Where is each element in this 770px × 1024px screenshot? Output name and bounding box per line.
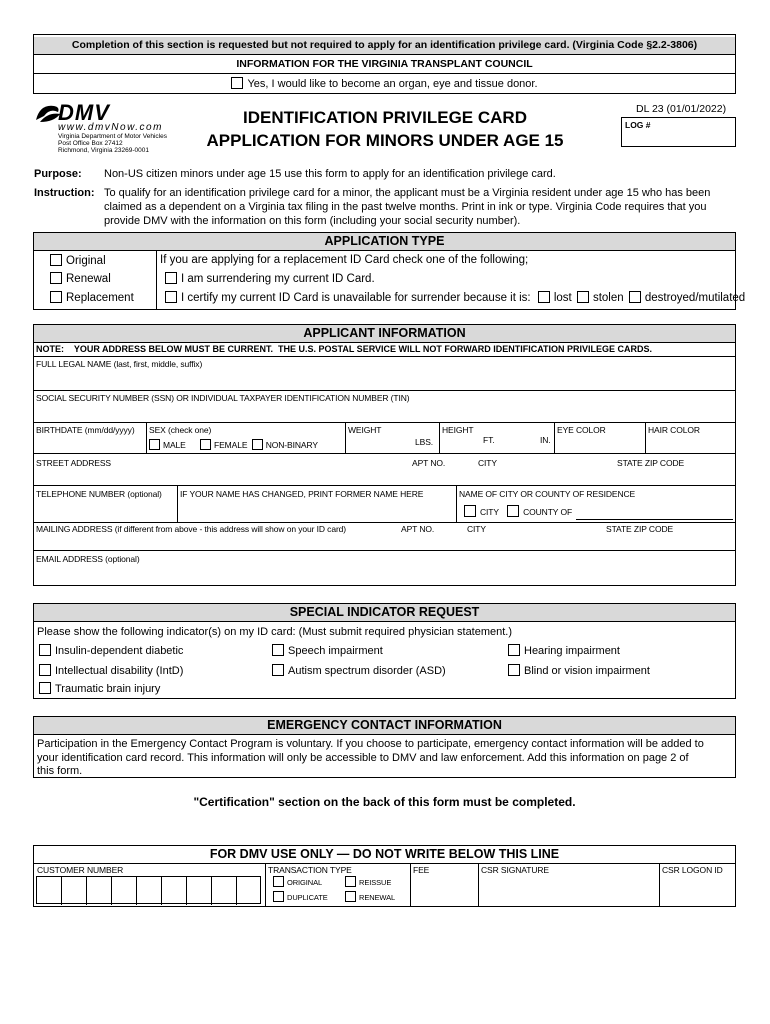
- special-intro: Please show the following indicator(s) on my ID card: (Must submit required physician statement.): [37, 626, 513, 638]
- indicator-hearing[interactable]: [508, 644, 620, 657]
- application-type-section: [33, 232, 746, 310]
- sex-label: SEX (check one): [149, 425, 212, 435]
- form-number: DL 23 (01/01/2022): [636, 103, 727, 115]
- hair-color-label: HAIR COLOR: [648, 425, 700, 435]
- county-checkbox[interactable]: [507, 505, 519, 517]
- destroyed-label: destroyed/mutilated: [644, 292, 746, 304]
- donor-row: [34, 75, 735, 93]
- option-replacement[interactable]: [50, 291, 134, 304]
- in-label: IN.: [540, 435, 551, 445]
- full-name-label: FULL LEGAL NAME (last, first, middle, suffix): [36, 359, 203, 369]
- form-title-1: IDENTIFICATION PRIVILEGE CARD: [243, 108, 527, 127]
- option-renewal[interactable]: [50, 272, 111, 285]
- phone-label: TELEPHONE NUMBER (optional): [36, 489, 162, 499]
- original-checkbox[interactable]: [50, 254, 62, 266]
- certify-checkbox[interactable]: [165, 291, 177, 303]
- instruction-line-2: claimed as a dependent on a Virginia tax filing in the past twelve months. Print in ink or type. Virginia Code requires that you: [104, 201, 707, 213]
- txn-duplicate-label: DUPLICATE: [287, 893, 328, 902]
- application-type-title: APPLICATION TYPE: [33, 232, 736, 251]
- apt-label: APT NO.: [412, 458, 446, 468]
- customer-number-boxes[interactable]: [36, 876, 261, 904]
- txn-renewal-checkbox[interactable]: [345, 891, 356, 902]
- txn-original-label: ORIGINAL: [287, 878, 323, 887]
- autism-label: Autism spectrum disorder (ASD): [288, 665, 446, 677]
- form-title-2: APPLICATION FOR MINORS UNDER AGE 15: [206, 131, 564, 150]
- instruction-label: Instruction:: [34, 187, 95, 199]
- original-label: Original: [66, 255, 106, 267]
- customer-number-label: CUSTOMER NUMBER: [37, 865, 124, 875]
- tbi-label: Traumatic brain injury: [55, 683, 161, 695]
- renewal-label: Renewal: [66, 273, 111, 285]
- option-original[interactable]: [50, 254, 106, 267]
- city-label: CITY: [478, 458, 497, 468]
- hearing-checkbox[interactable]: [508, 644, 520, 656]
- intellectual-checkbox[interactable]: [39, 664, 51, 676]
- txn-reissue: [345, 876, 391, 887]
- nonbinary-label: NON-BINARY: [265, 440, 318, 450]
- replacement-label: Replacement: [66, 292, 134, 304]
- emergency-line-1: Participation in the Emergency Contact Program is voluntary. If you choose to participate, emergency contact information will be added to: [37, 738, 704, 750]
- surrender-option[interactable]: [165, 272, 375, 285]
- indicator-blind[interactable]: [508, 664, 650, 677]
- sex-options: [149, 439, 318, 450]
- stolen-checkbox[interactable]: [577, 291, 589, 303]
- replacement-checkbox[interactable]: [50, 291, 62, 303]
- indicator-intellectual[interactable]: [39, 664, 183, 677]
- transaction-type-label: TRANSACTION TYPE: [268, 865, 352, 875]
- weight-label: WEIGHT: [348, 425, 382, 435]
- txn-original-checkbox[interactable]: [273, 876, 284, 887]
- dmv-brand: DMV: [58, 100, 110, 125]
- destroyed-checkbox[interactable]: [629, 291, 641, 303]
- street-label: STREET ADDRESS: [36, 458, 111, 468]
- ssn-label: SOCIAL SECURITY NUMBER (SSN) OR INDIVIDUAL TAXPAYER IDENTIFICATION NUMBER (TIN): [36, 393, 410, 403]
- txn-renewal: [345, 891, 395, 902]
- dmv-url: www.dmvNow.com: [58, 122, 163, 133]
- replace-prompt: If you are applying for a replacement ID Card check one of the following;: [160, 254, 529, 266]
- log-box[interactable]: [621, 117, 736, 147]
- county-option-label: COUNTY OF: [523, 507, 573, 517]
- autism-checkbox[interactable]: [272, 664, 284, 676]
- dmv-address-2: Post Office Box 27412: [58, 140, 123, 147]
- purpose-label: Purpose:: [34, 168, 82, 180]
- txn-duplicate-checkbox[interactable]: [273, 891, 284, 902]
- emergency-section: [33, 716, 736, 778]
- applicant-section: [33, 324, 736, 586]
- surrender-label: I am surrendering my current ID Card.: [181, 273, 375, 285]
- tbi-checkbox[interactable]: [39, 682, 51, 694]
- special-indicator-title: SPECIAL INDICATOR REQUEST: [33, 603, 736, 622]
- intellectual-label: Intellectual disability (IntD): [55, 665, 184, 677]
- dmv-logo: [34, 102, 184, 154]
- mailing-label: MAILING ADDRESS (if different from above - this address will show on your ID card): [36, 524, 347, 534]
- donor-label: Yes, I would like to become an organ, eye and tissue donor.: [247, 78, 538, 90]
- female-label: FEMALE: [214, 440, 248, 450]
- male-label: MALE: [163, 440, 186, 450]
- city-option-label: CITY: [480, 507, 499, 517]
- renewal-checkbox[interactable]: [50, 272, 62, 284]
- blind-label: Blind or vision impairment: [524, 665, 650, 677]
- lbs-label: LBS.: [415, 437, 434, 447]
- speech-checkbox[interactable]: [272, 644, 284, 656]
- dmv-use-title: FOR DMV USE ONLY — DO NOT WRITE BELOW THIS LINE: [33, 845, 736, 864]
- transplant-section: [33, 34, 736, 94]
- ft-label: FT.: [483, 435, 495, 445]
- email-label: EMAIL ADDRESS (optional): [36, 554, 140, 564]
- txn-reissue-label: REISSUE: [359, 878, 392, 887]
- indicator-diabetic[interactable]: [39, 644, 183, 657]
- state-zip-label: STATE ZIP CODE: [617, 458, 685, 468]
- male-checkbox[interactable]: [149, 439, 160, 450]
- height-label: HEIGHT: [442, 425, 474, 435]
- csr-signature-label: CSR SIGNATURE: [481, 865, 549, 875]
- certify-label: I certify my current ID Card is unavailable for surrender because it is:: [181, 292, 531, 304]
- stolen-label: stolen: [592, 292, 624, 304]
- certify-option[interactable]: [165, 291, 745, 304]
- residence-options: [464, 505, 572, 517]
- former-name-label: IF YOUR NAME HAS CHANGED, PRINT FORMER NAME HERE: [180, 489, 424, 499]
- emergency-line-3: this form.: [37, 765, 83, 777]
- hearing-label: Hearing impairment: [524, 645, 620, 657]
- txn-reissue-checkbox[interactable]: [345, 876, 356, 887]
- mailing-state-zip-label: STATE ZIP CODE: [606, 524, 674, 534]
- eye-color-label: EYE COLOR: [557, 425, 606, 435]
- indicator-speech[interactable]: [272, 644, 383, 657]
- mailing-apt-label: APT NO.: [401, 524, 435, 534]
- fee-label: FEE: [413, 865, 430, 875]
- dmv-address-1: Virginia Department of Motor Vehicles: [58, 133, 167, 140]
- speech-label: Speech impairment: [288, 645, 383, 657]
- txn-original: [273, 876, 322, 887]
- dmv-address-3: Richmond, Virginia 23269-0001: [58, 147, 149, 154]
- txn-duplicate: [273, 891, 328, 902]
- indicator-tbi[interactable]: [39, 682, 160, 695]
- nonbinary-checkbox[interactable]: [252, 439, 263, 450]
- applicant-title: APPLICANT INFORMATION: [33, 324, 736, 343]
- instruction-line-1: To qualify for an identification privilege card for a minor, the applicant must be a Virginia resident under age 15 who has been: [104, 187, 711, 199]
- diabetic-label: Insulin-dependent diabetic: [55, 645, 184, 657]
- mailing-city-label: CITY: [467, 524, 486, 534]
- special-indicator-section: [33, 603, 736, 699]
- address-note: NOTE: YOUR ADDRESS BELOW MUST BE CURRENT. THE U.S. POSTAL SERVICE WILL NOT FORWARD IDENTIFICATION PRIVILEGE CARDS.: [36, 344, 653, 354]
- certification-notice: "Certification" section on the back of this form must be completed.: [193, 795, 576, 809]
- purpose-text: Non-US citizen minors under age 15 use this form to apply for an identification privilege card.: [104, 168, 556, 180]
- instruction-line-3: provide DMV with the information on this form (including your social security number).: [104, 215, 521, 227]
- female-checkbox[interactable]: [200, 439, 211, 450]
- lost-label: lost: [553, 292, 572, 304]
- residence-label: NAME OF CITY OR COUNTY OF RESIDENCE: [459, 489, 636, 499]
- log-label: LOG #: [625, 120, 651, 130]
- txn-renewal-label: RENEWAL: [359, 893, 396, 902]
- lost-checkbox[interactable]: [538, 291, 550, 303]
- birthdate-label: BIRTHDATE (mm/dd/yyyy): [36, 425, 135, 435]
- surrender-checkbox[interactable]: [165, 272, 177, 284]
- city-checkbox[interactable]: [464, 505, 476, 517]
- emergency-line-2: your identification card record. This information will only be accessible to DMV and law enforcement. Add this information on page 2 of: [37, 752, 689, 764]
- blind-checkbox[interactable]: [508, 664, 520, 676]
- emergency-title: EMERGENCY CONTACT INFORMATION: [33, 716, 736, 735]
- indicator-autism[interactable]: [272, 664, 446, 677]
- csr-logon-label: CSR LOGON ID: [662, 865, 723, 875]
- transplant-council: INFORMATION FOR THE VIRGINIA TRANSPLANT COUNCIL: [34, 55, 735, 74]
- donor-checkbox[interactable]: [231, 77, 243, 89]
- dmv-use-section: [33, 845, 736, 907]
- transplant-notice: Completion of this section is requested but not required to apply for an identification privilege card. (Virginia Code §2.2-3806): [34, 37, 735, 55]
- diabetic-checkbox[interactable]: [39, 644, 51, 656]
